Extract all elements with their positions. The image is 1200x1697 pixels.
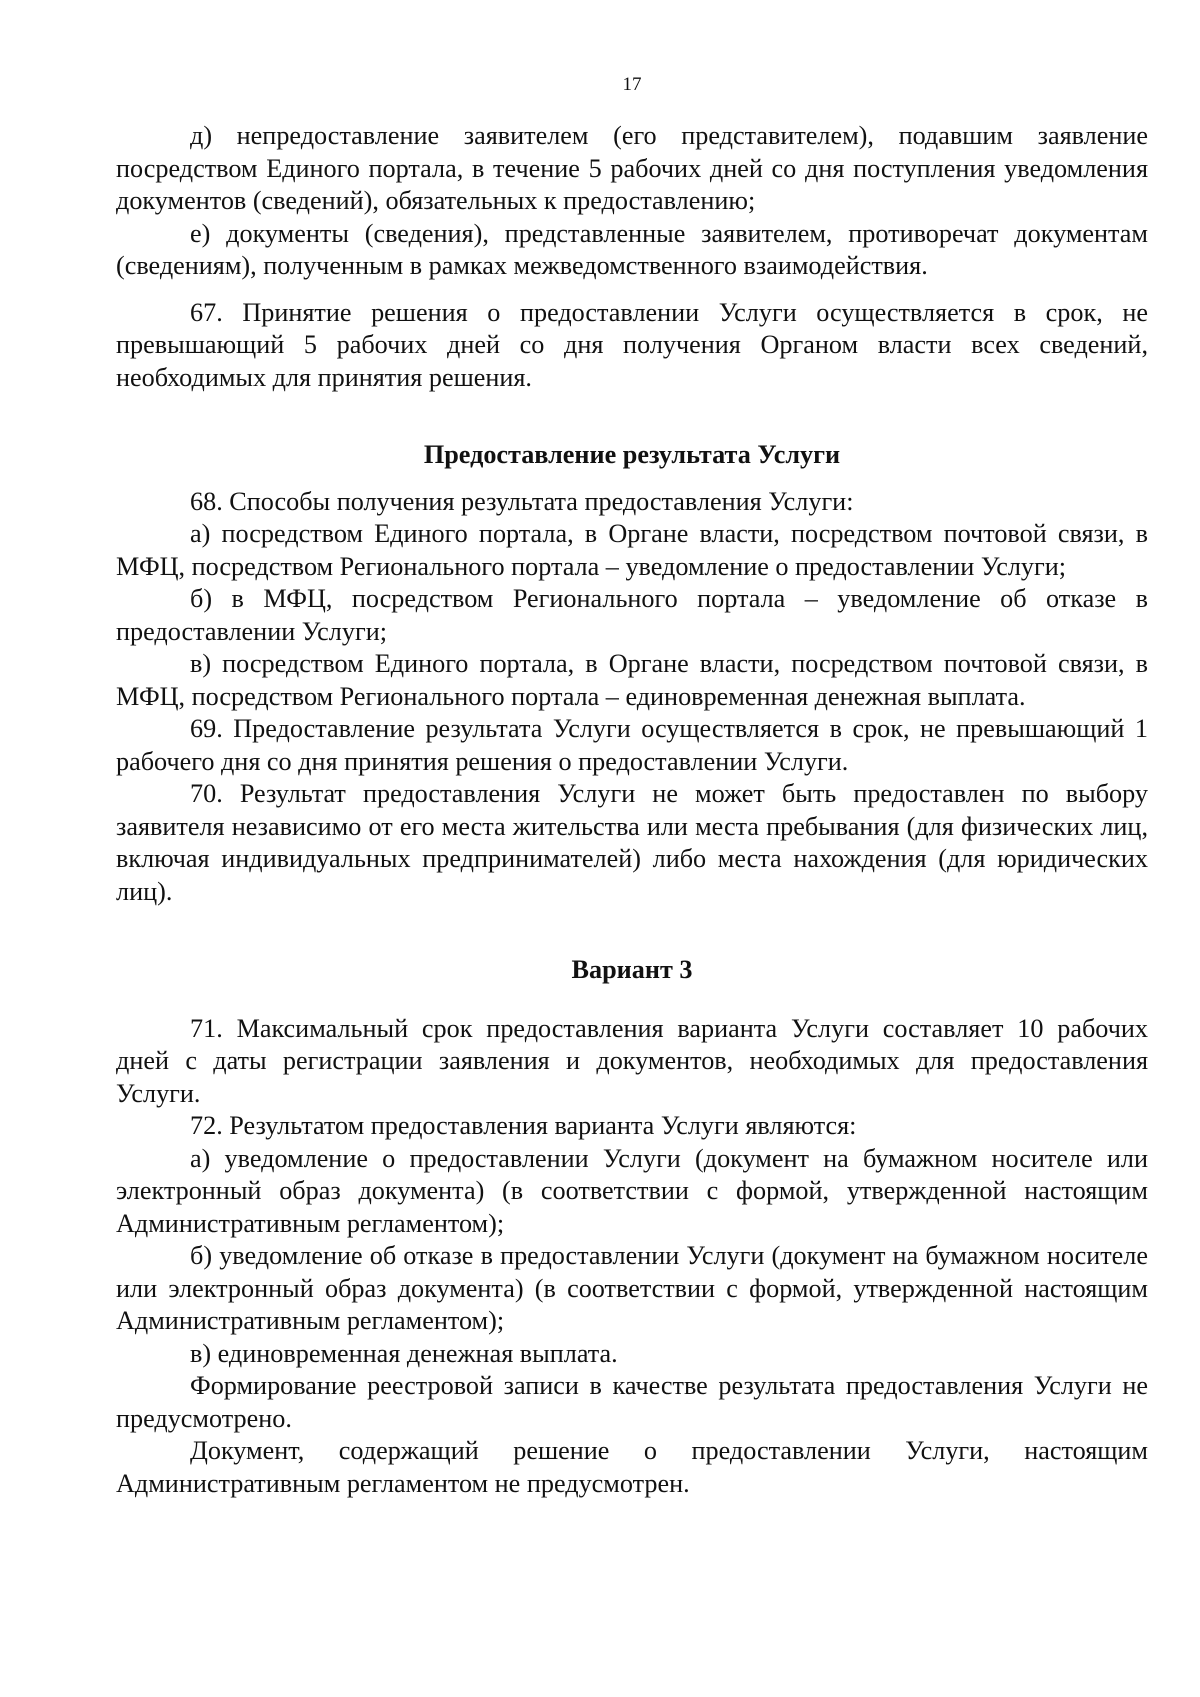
clause-72-item-v: в) единовременная денежная выплата. bbox=[190, 1338, 618, 1368]
document-body bbox=[116, 120, 1148, 1500]
clause-71-paragraph: 71. Максимальный срок предоставления варианта Услуги составляет 10 рабочих дней с даты регистрации заявления и документов, необходимых для предоставления Услуги. bbox=[116, 1013, 1148, 1108]
clause-68-paragraph: 68. Способы получения результата предоставления Услуги: bbox=[190, 486, 854, 516]
page-number: 17 bbox=[622, 74, 642, 95]
decision-document-paragraph: Документ, содержащий решение о предоставлении Услуги, настоящим Административным регламентом не предусмотрен. bbox=[116, 1436, 1148, 1498]
clause-68-item-b: б) в МФЦ, посредством Регионального портала – уведомление об отказе в предоставлении Услуги; bbox=[116, 584, 1148, 646]
registry-record-paragraph: Формирование реестровой записи в качестве результата предоставления Услуги не предусмотрено. bbox=[116, 1371, 1148, 1433]
clause-69-paragraph: 69. Предоставление результата Услуги осуществляется в срок, не превышающий 1 рабочего дня со дня принятия решения о предоставлении Услуги. bbox=[116, 714, 1148, 776]
clause-72-item-a: а) уведомление о предоставлении Услуги (документ на бумажном носителе или электронный образ документа) (в соответствии с формой, утвержденной настоящим Административным регламентом); bbox=[116, 1143, 1148, 1238]
clause-67-paragraph: 67. Принятие решения о предоставлении Услуги осуществляется в срок, не превышающий 5 рабочих дней со дня получения Органом власти всех сведений, необходимых для принятия решения. bbox=[116, 297, 1148, 392]
clause-68-item-a: а) посредством Единого портала, в Органе власти, посредством почтовой связи, в МФЦ, посредством Регионального портала – уведомление о предоставлении Услуги; bbox=[116, 519, 1148, 581]
clause-72-paragraph: 72. Результатом предоставления варианта Услуги являются: bbox=[190, 1111, 857, 1140]
clause-70-paragraph: 70. Результат предоставления Услуги не может быть предоставлен по выбору заявителя независимо от его места жительства или места пребывания (для физических лиц, включая индивидуальных предпринимателей) либо места нахождения (для юридических лиц). bbox=[116, 779, 1148, 906]
clause-68-item-v: в) посредством Единого портала, в Органе власти, посредством почтовой связи, в МФЦ, посредством Регионального портала – единовременная денежная выплата. bbox=[116, 649, 1148, 711]
item-e-paragraph: е) документы (сведения), представленные заявителем, противоречат документам (сведениям), полученным в рамках межведомственного взаимодействия. bbox=[116, 218, 1148, 280]
item-d-paragraph: д) непредоставление заявителем (его представителем), подавшим заявление посредством Единого портала, в течение 5 рабочих дней со дня поступления уведомления документов (сведений), обязательных к предоставлению; bbox=[116, 121, 1148, 215]
clause-72-item-b: б) уведомление об отказе в предоставлении Услуги (документ на бумажном носителе или электронный образ документа) (в соответствии с формой, утвержденной настоящим Административным регламентом); bbox=[116, 1241, 1148, 1335]
section-heading-result: Предоставление результата Услуги bbox=[423, 440, 841, 469]
section-heading-variant: Вариант 3 bbox=[571, 955, 693, 984]
